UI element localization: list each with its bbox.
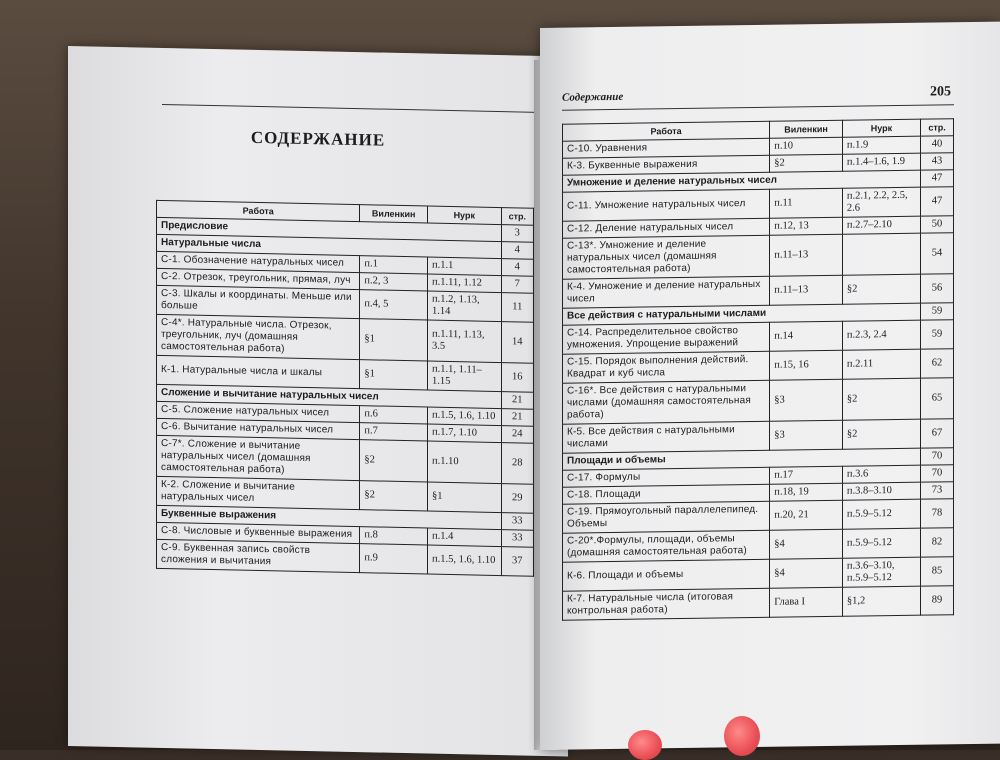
vilenkin-ref: п.20, 21 — [770, 500, 843, 530]
col-header-nurk: Нурк — [427, 206, 501, 225]
section-title: Буквенные выражения — [157, 505, 502, 529]
page-ref: 67 — [921, 419, 954, 448]
section-title: Натуральные числа — [157, 234, 502, 258]
page-ref: 62 — [921, 349, 954, 378]
vilenkin-ref: п.12, 13 — [770, 217, 843, 235]
vilenkin-ref: §1 — [360, 319, 428, 361]
nurk-ref: п.2.7–2.10 — [842, 216, 920, 234]
page-ref: 16 — [501, 363, 533, 393]
vilenkin-ref: §3 — [770, 420, 843, 450]
page-ref: 85 — [921, 557, 954, 586]
nurk-ref: п.1.7, 1.10 — [427, 424, 501, 443]
work-title: С-13*. Умножение и деление натуральных чисел (домашняя самостоятельная работа) — [563, 235, 770, 279]
work-title: С-11. Умножение натуральных чисел — [563, 189, 770, 221]
nurk-ref: §2 — [842, 378, 920, 420]
work-title: К-5. Все действия с натуральными числами — [563, 421, 770, 453]
vilenkin-ref: §4 — [770, 558, 843, 588]
page-ref: 14 — [501, 322, 533, 364]
page-ref: 82 — [921, 528, 954, 557]
page-ref: 59 — [921, 320, 954, 349]
section-title: Все действия с натуральными числами — [563, 303, 921, 325]
nurk-ref: п.2.1, 2.2, 2.5, 2.6 — [842, 187, 920, 217]
vilenkin-ref: §2 — [360, 481, 428, 511]
work-title: К-4. Умножение и деление натуральных чисел — [563, 276, 770, 308]
page-ref: 40 — [921, 136, 954, 153]
page-ref: 89 — [921, 586, 954, 615]
nurk-ref: п.1.4–1.6, 1.9 — [842, 153, 920, 171]
nurk-ref: п.3.6–3.10, п.5.9–5.12 — [842, 557, 920, 587]
nurk-ref: п.1.1, 1.11–1.15 — [427, 361, 501, 392]
work-title: С-16*. Все действия с натуральными числами (домашняя самостоятельная работа) — [563, 380, 770, 424]
page-ref: 33 — [501, 530, 533, 548]
vilenkin-ref: п.8 — [360, 527, 428, 545]
work-title: К-7. Натуральные числа (итоговая контрольная работа) — [563, 588, 770, 620]
vilenkin-ref: §2 — [360, 440, 428, 482]
section-title: Площади и объемы — [563, 448, 921, 470]
page-number: 205 — [930, 84, 951, 100]
vilenkin-ref: §3 — [770, 379, 843, 421]
nurk-ref: п.1.4 — [427, 528, 501, 547]
vilenkin-ref: п.10 — [770, 137, 843, 155]
page-ref: 7 — [501, 276, 533, 294]
page-ref: 28 — [501, 443, 533, 485]
work-title: С-18. Площади — [563, 484, 770, 504]
work-title: С-4*. Натуральные числа. Отрезок, треугольник, луч (домашняя самостоятельная работа) — [157, 314, 360, 359]
page-ref: 65 — [921, 378, 954, 419]
nurk-ref: п.3.8–3.10 — [842, 482, 920, 500]
work-title: С-19. Прямоугольный параллелепипед. Объемы — [563, 501, 770, 533]
col-header-vilenkin: Виленкин — [770, 120, 843, 138]
vilenkin-ref: п.11 — [770, 188, 843, 218]
work-title: С-8. Числовые и буквенные выражения — [157, 522, 360, 543]
header-rule — [562, 104, 954, 110]
nurk-ref: п.5.9–5.12 — [842, 499, 920, 529]
page-ref: 3 — [501, 225, 533, 243]
vilenkin-ref: п.11–13 — [770, 275, 843, 305]
table-row — [563, 233, 954, 279]
work-title: С-20*.Формулы, площади, объемы (домашняя самостоятельная работа) — [563, 530, 770, 562]
page-ref: 47 — [921, 170, 954, 187]
work-title: К-1. Натуральные числа и шкалы — [157, 355, 360, 388]
fingertip — [724, 716, 760, 756]
nurk-ref: п.3.6 — [842, 465, 920, 483]
nurk-ref: п.1.9 — [842, 136, 920, 154]
page-ref: 21 — [501, 409, 533, 427]
nurk-ref: п.1.5, 1.6, 1.10 — [427, 545, 501, 576]
work-title: С-15. Порядок выполнения действий. Квадрат и куб числа — [563, 351, 770, 383]
table-row — [563, 586, 954, 620]
col-header-work: Работа — [157, 200, 360, 221]
col-header-page: стр. — [501, 208, 533, 226]
page-title: СОДЕРЖАНИЕ — [250, 127, 386, 150]
col-header-vilenkin: Виленкин — [360, 205, 428, 223]
vilenkin-ref: §2 — [770, 154, 843, 172]
work-title: С-5. Сложение натуральных чисел — [157, 401, 360, 422]
running-head: Содержание — [562, 90, 624, 104]
col-header-page: стр. — [921, 119, 954, 136]
nurk-ref: п.2.3, 2.4 — [842, 320, 920, 350]
work-title: С-17. Формулы — [563, 467, 770, 487]
nurk-ref — [842, 233, 920, 275]
vilenkin-ref: п.4, 5 — [360, 290, 428, 320]
work-title: С-12. Деление натуральных чисел — [563, 218, 770, 238]
work-title: К-2. Сложение и вычитание натуральных чисел — [157, 476, 360, 509]
page-ref: 33 — [501, 513, 533, 531]
vilenkin-ref: п.15, 16 — [770, 350, 843, 380]
page-ref: 11 — [501, 293, 533, 323]
vilenkin-ref: п.9 — [360, 544, 428, 574]
page-ref: 78 — [921, 499, 954, 528]
work-title: С-1. Обозначение натуральных чисел — [157, 251, 360, 272]
nurk-ref: §1,2 — [842, 586, 920, 616]
work-title: С-10. Уравнения — [563, 138, 770, 158]
nurk-ref: п.1.5, 1.6, 1.10 — [427, 407, 501, 426]
nurk-ref: п.1.11, 1.13, 3.5 — [427, 320, 501, 363]
page-ref: 24 — [501, 426, 533, 444]
nurk-ref: п.1.1 — [427, 257, 501, 276]
vilenkin-ref: Глава I — [770, 587, 843, 617]
contents-table-right — [562, 118, 954, 620]
header-rule — [162, 104, 537, 113]
nurk-ref: §2 — [842, 274, 920, 304]
work-title: К-6. Площади и объемы — [563, 559, 770, 591]
page-ref: 29 — [501, 484, 533, 514]
vilenkin-ref: п.17 — [770, 466, 843, 484]
vilenkin-ref: п.18, 19 — [770, 483, 843, 501]
page-ref: 59 — [921, 303, 954, 320]
fingertip — [628, 730, 662, 760]
vilenkin-ref: п.6 — [360, 406, 428, 424]
nurk-ref: §2 — [842, 419, 920, 449]
vilenkin-ref: п.1 — [360, 256, 428, 274]
nurk-ref: п.1.11, 1.12 — [427, 274, 501, 293]
work-title: С-14. Распределительное свойство умножения. Упрощение выражений — [563, 322, 770, 354]
left-page — [68, 46, 568, 756]
page-ref: 37 — [501, 547, 533, 577]
page-ref: 70 — [921, 448, 954, 465]
col-header-work: Работа — [563, 121, 770, 141]
vilenkin-ref: п.11–13 — [770, 234, 843, 276]
section-title: Умножение и деление натуральных чисел — [563, 170, 921, 192]
work-title: К-3. Буквенные выражения — [563, 155, 770, 175]
page-ref: 43 — [921, 153, 954, 170]
page-ref: 56 — [921, 274, 954, 303]
vilenkin-ref: §4 — [770, 529, 843, 559]
vilenkin-ref: §1 — [360, 360, 428, 390]
page-ref: 47 — [921, 187, 954, 216]
nurk-ref: п.1.10 — [427, 441, 501, 484]
nurk-ref: п.5.9–5.12 — [842, 528, 920, 558]
page-ref: 4 — [501, 259, 533, 277]
contents-table-left — [156, 200, 534, 577]
page-ref: 50 — [921, 216, 954, 233]
work-title: С-7*. Сложение и вычитание натуральных чисел (домашняя самостоятельная работа) — [157, 435, 360, 480]
page-ref: 21 — [501, 392, 533, 410]
vilenkin-ref: п.2, 3 — [360, 273, 428, 291]
table-row — [563, 378, 954, 424]
col-header-nurk: Нурк — [842, 119, 920, 137]
right-page — [540, 22, 1000, 750]
vilenkin-ref: п.7 — [360, 423, 428, 441]
section-title: Предисловие — [157, 217, 502, 241]
nurk-ref: §1 — [427, 482, 501, 513]
work-title: С-3. Шкалы и координаты. Меньше или больше — [157, 285, 360, 318]
page-ref: 73 — [921, 482, 954, 499]
work-title: С-2. Отрезок, треугольник, прямая, луч — [157, 268, 360, 289]
page-ref: 4 — [501, 242, 533, 260]
page-ref: 70 — [921, 465, 954, 482]
work-title: С-9. Буквенная запись свойств сложения и вычитания — [157, 539, 360, 572]
section-title: Сложение и вычитание натуральных чисел — [157, 384, 502, 408]
nurk-ref: п.2.11 — [842, 349, 920, 379]
vilenkin-ref: п.14 — [770, 321, 843, 351]
work-title: С-6. Вычитание натуральных чисел — [157, 418, 360, 439]
page-ref: 54 — [921, 233, 954, 274]
nurk-ref: п.1.2, 1.13, 1.14 — [427, 291, 501, 322]
